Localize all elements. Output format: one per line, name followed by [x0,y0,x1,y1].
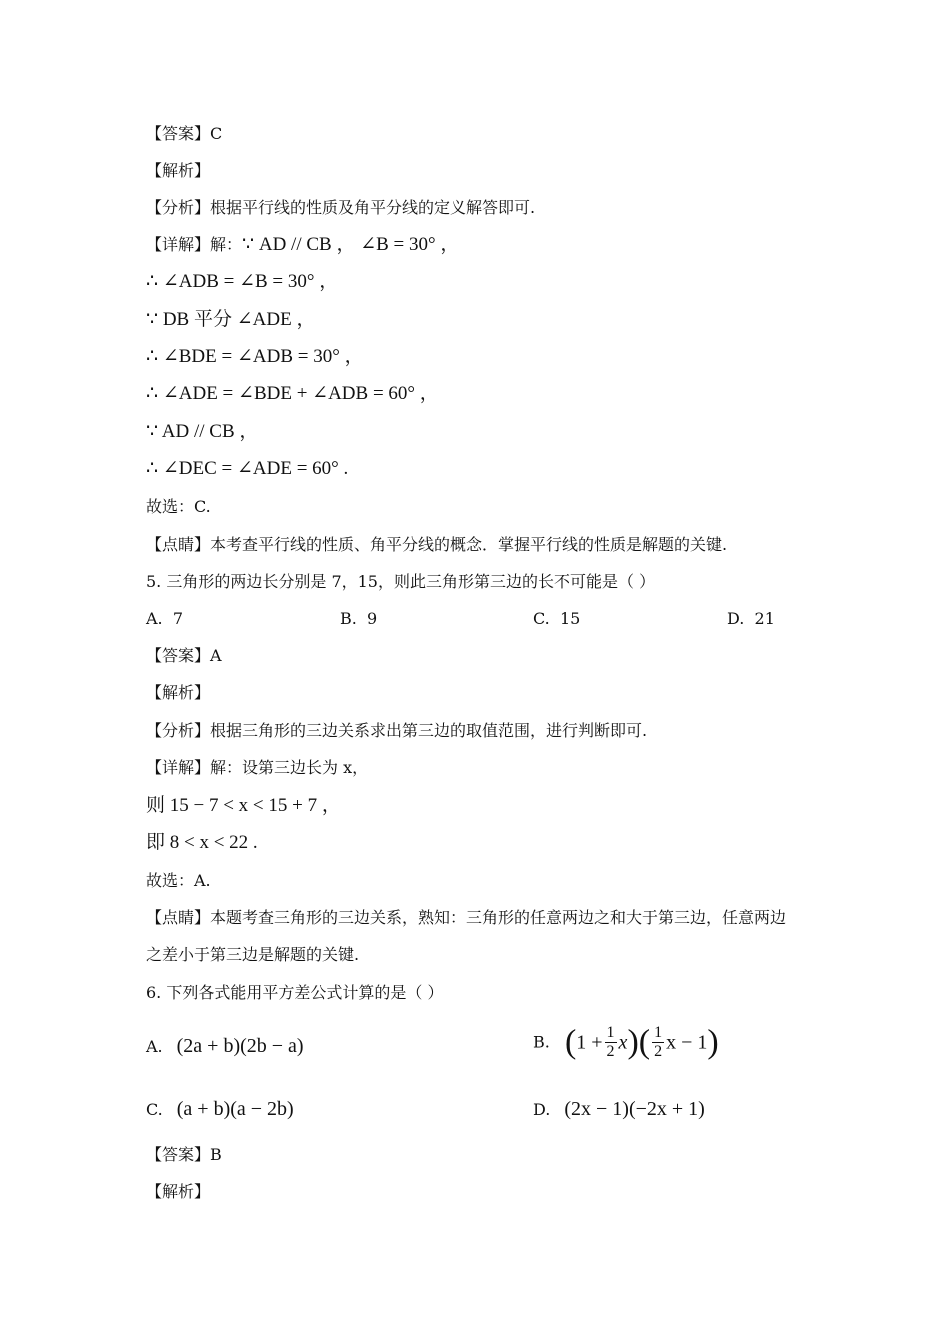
q4-step-2: ∵ DB 平分 ∠ADE ， [146,309,316,330]
q6-option-c [146,1098,294,1121]
q4-step-1: ∴ ∠ADB = ∠B = 30° ， [146,271,339,292]
q5-option-a [146,608,183,630]
fraction-half-2 [652,1024,664,1061]
q4-step-4: ∴ ∠ADE = ∠BDE + ∠ADB = 60° ， [146,383,439,404]
open-paren: ( [638,1023,651,1061]
q5-option-c-label: C. [533,609,550,628]
q6-option-b-post: x − 1 [666,1031,708,1054]
q4-xiangjie [146,234,459,256]
q5-option-d-label: D. [727,609,745,628]
q6-option-b [533,1024,719,1061]
q6-stem: 6. 下列各式能用平方差公式计算的是（ ） [146,983,444,1002]
q4-xiangjie-prefix: 【详解】解： [146,235,243,254]
q5-option-b-label: B. [340,609,357,628]
q6-answer: 【答案】B [146,1145,222,1164]
close-paren: ) [707,1023,719,1061]
q5-option-a-label: A. [146,609,163,628]
q5-fenxi: 【分析】根据三角形的三边关系求出第三边的取值范围，进行判断即可. [146,721,648,740]
q6-option-b-expr [564,1023,719,1061]
q5-option-c [533,608,580,630]
q4-fenxi: 【分析】根据平行线的性质及角平分线的定义解答即可. [146,198,536,217]
q4-step-5: ∵ AD // CB ， [146,421,259,442]
q5-option-a-text: 7 [172,609,183,628]
q6-option-b-label: B. [533,1032,550,1052]
fraction-half-1 [605,1024,617,1061]
close-paren: ) [627,1023,639,1061]
q5-dianjing-1: 【点睛】本题考查三角形的三边关系，熟知：三角形的任意两边之和大于第三边，任意两边 [146,908,787,927]
fraction-num: 1 [606,1024,615,1041]
fraction-num: 1 [654,1024,663,1041]
q5-option-b-text: 9 [367,609,378,628]
q5-stem: 5. 三角形的两边长分别是 7，15，则此三角形第三边的长不可能是（ ） [146,572,656,591]
q5-answer: 【答案】A [146,646,222,665]
q5-dianjing-2: 之差小于第三边是解题的关键. [146,945,360,964]
q5-option-d-text: 21 [754,609,775,628]
q5-option-c-text: 15 [559,609,581,628]
q6-option-a-label: A. [146,1037,163,1056]
q4-xiangjie-math: ∵ AD // CB ， ∠B = 30° ， [242,234,460,255]
q4-dianjing: 【点睛】本考查平行线的性质、角平分线的概念．掌握平行线的性质是解题的关键. [146,535,728,554]
q5-step-1: 则 15 − 7 < x < 15 + 7 ， [146,795,341,816]
q6-option-b-mid: x [618,1031,628,1054]
q6-option-c-expr: (a + b)(a − 2b) [176,1098,294,1120]
q5-option-b [340,608,377,630]
q5-analysis-heading: 【解析】 [146,683,211,702]
fraction-den: 2 [654,1043,663,1060]
q6-option-d-expr: (2x − 1)(−2x + 1) [564,1098,705,1120]
q6-analysis-heading: 【解析】 [146,1182,211,1201]
q4-analysis-heading: 【解析】 [146,161,211,180]
q5-option-d [727,608,775,630]
fraction-den: 2 [606,1043,615,1060]
q6-option-b-pre: 1 + [576,1031,603,1054]
q5-guxuan: 故选：A. [146,871,211,890]
q5-xiangjie: 【详解】解：设第三边长为 x， [146,758,369,777]
q6-option-a-expr: (2a + b)(2b − a) [176,1035,304,1057]
q6-option-a [146,1035,304,1058]
q4-guxuan: 故选：C. [146,497,211,516]
q6-option-d-label: D. [533,1100,551,1119]
q6-option-c-label: C. [146,1100,163,1119]
q6-option-d [533,1098,705,1121]
q5-step-2: 即 8 < x < 22 . [146,832,258,853]
q4-answer: 【答案】C [146,124,223,143]
open-paren: ( [564,1023,577,1061]
q4-step-3: ∴ ∠BDE = ∠ADB = 30° ， [146,346,364,367]
q4-step-6: ∴ ∠DEC = ∠ADE = 60° . [146,458,349,479]
